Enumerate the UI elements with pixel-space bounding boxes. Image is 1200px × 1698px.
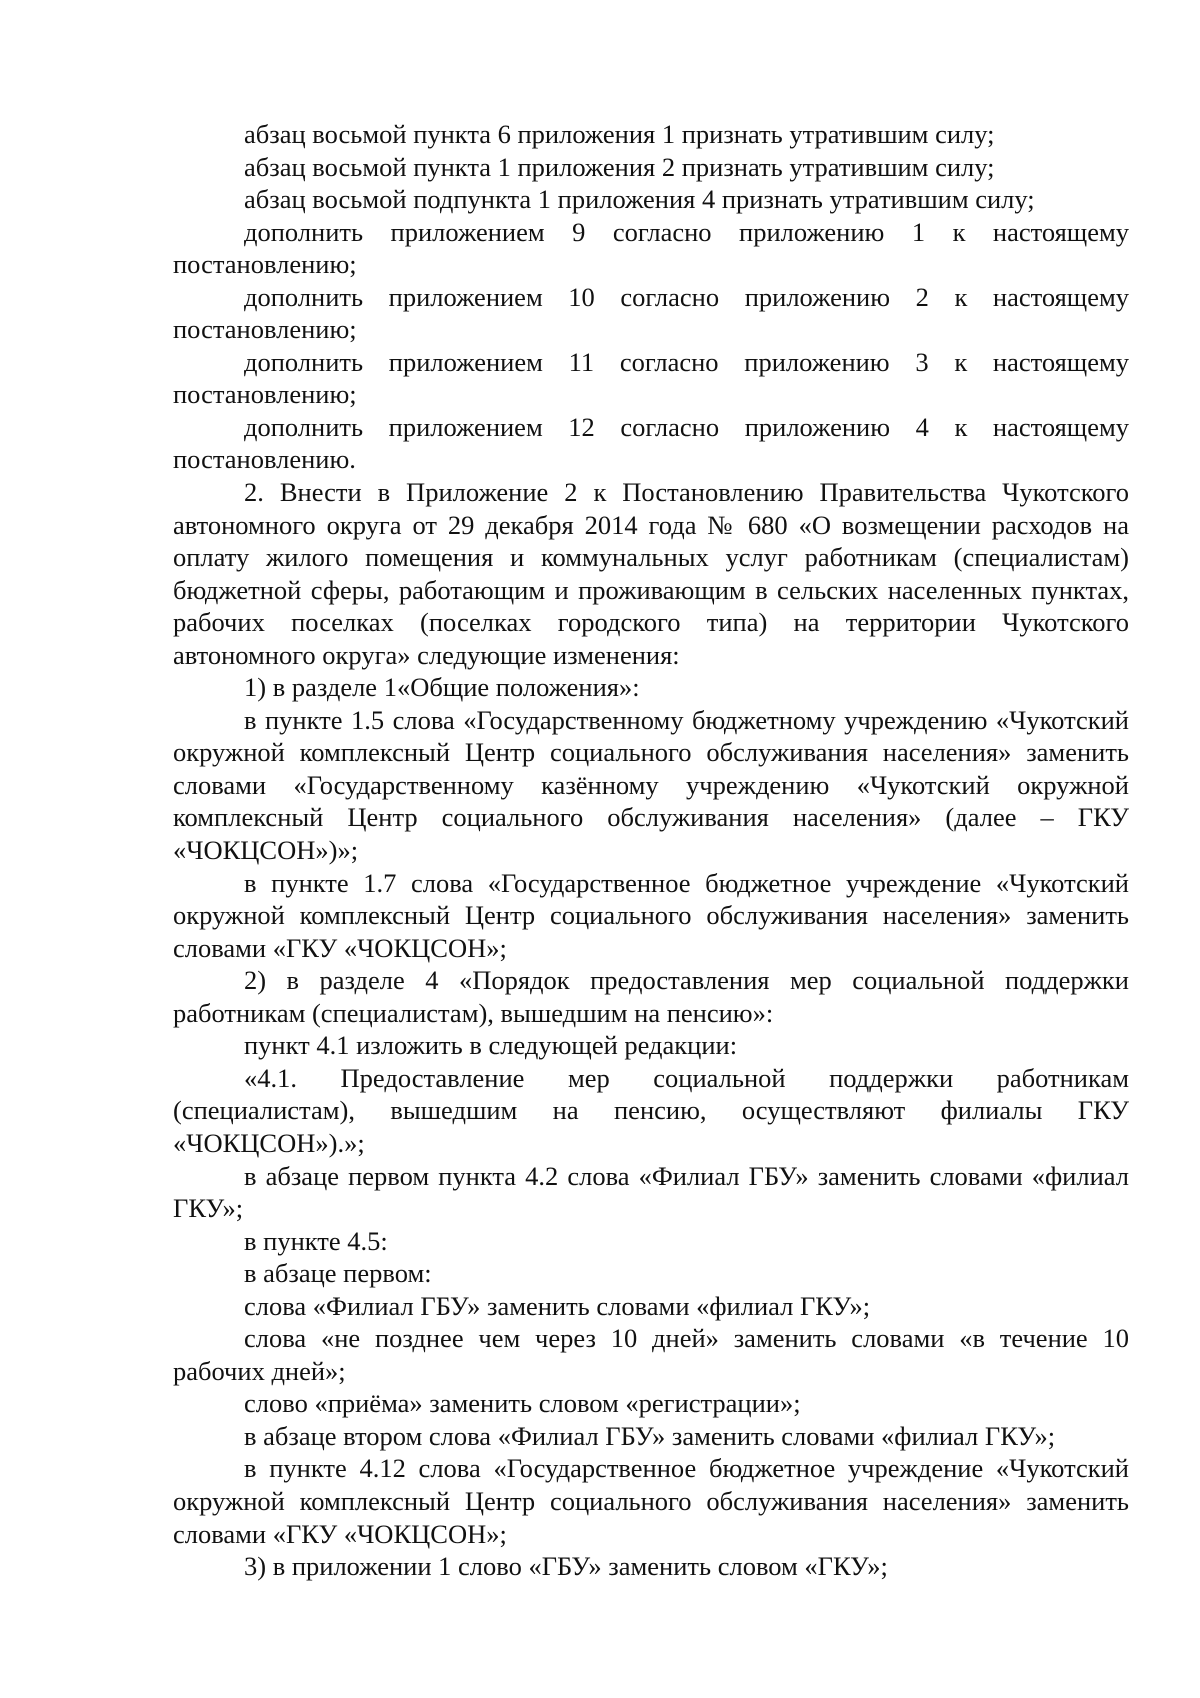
document-body: [173, 118, 1129, 1583]
paragraph: слово «приёма» заменить словом «регистрации»;: [244, 1388, 801, 1419]
paragraph: 2) в разделе 4 «Порядок предоставления мер социальной поддержки работникам (специалистам), вышедшим на пенсию»:: [173, 965, 1129, 1028]
paragraph: в абзаце втором слова «Филиал ГБУ» заменить словами «филиал ГКУ»;: [244, 1420, 1056, 1451]
paragraph: дополнить приложением 10 согласно приложению 2 к настоящему постановлению;: [173, 281, 1129, 345]
paragraph: абзац восьмой пункта 1 приложения 2 признать утратившим силу;: [244, 151, 995, 182]
paragraph: в абзаце первом пункта 4.2 слова «Филиал ГБУ» заменить словами «филиал ГКУ»;: [173, 1160, 1129, 1224]
paragraph: пункт 4.1 изложить в следующей редакции:: [244, 1030, 738, 1061]
paragraph: слова «Филиал ГБУ» заменить словами «филиал ГКУ»;: [244, 1290, 871, 1321]
paragraph: в пункте 4.12 слова «Государственное бюджетное учреждение «Чукотский окружной комплексный Центр социального обслуживания населения» заменить словами «ГКУ «ЧОКЦСОН»;: [173, 1453, 1129, 1549]
paragraph: 2. Внести в Приложение 2 к Постановлению Правительства Чукотского автономного округа от 29 декабря 2014 года № 680 «О возмещении расходов на оплату жилого помещения и коммунальных услуг работникам (специалистам) бюджетной сферы, работающим и проживающим в сельских населенных пунктах, рабочих поселках (поселках городского типа) на территории Чукотского автономного округа» следующие изменения:: [173, 477, 1129, 670]
paragraph: 3) в приложении 1 слово «ГБУ» заменить словом «ГКУ»;: [244, 1551, 888, 1582]
paragraph: слова «не позднее чем через 10 дней» заменить словами «в течение 10 рабочих дней»;: [173, 1323, 1129, 1386]
paragraph: в пункте 4.5:: [244, 1225, 388, 1256]
paragraph: абзац восьмой пункта 6 приложения 1 признать утратившим силу;: [244, 119, 995, 149]
paragraph: абзац восьмой подпункта 1 приложения 4 признать утратившим силу;: [244, 184, 1035, 215]
paragraph: дополнить приложением 11 согласно приложению 3 к настоящему постановлению;: [173, 346, 1129, 410]
paragraph: в абзаце первом:: [244, 1258, 432, 1289]
paragraph: дополнить приложением 9 согласно приложению 1 к настоящему постановлению;: [173, 216, 1129, 280]
paragraph: дополнить приложением 12 согласно приложению 4 к настоящему постановлению.: [173, 411, 1129, 475]
paragraph: 1) в разделе 1«Общие положения»:: [244, 672, 640, 703]
paragraph: «4.1. Предоставление мер социальной поддержки работникам (специалистам), вышедшим на пенсию, осуществляют филиалы ГКУ «ЧОКЦСОН»).»;: [173, 1062, 1129, 1158]
paragraph: в пункте 1.5 слова «Государственному бюджетному учреждению «Чукотский окружной комплексный Центр социального обслуживания населения» заменить словами «Государственному казённому учреждению «Чукотский окружной комплексный Центр социального обслуживания населения» (далее – ГКУ «ЧОКЦСОН»)»;: [173, 704, 1129, 866]
paragraph: в пункте 1.7 слова «Государственное бюджетное учреждение «Чукотский окружной комплексный Центр социального обслуживания населения» заменить словами «ГКУ «ЧОКЦСОН»;: [173, 867, 1129, 963]
